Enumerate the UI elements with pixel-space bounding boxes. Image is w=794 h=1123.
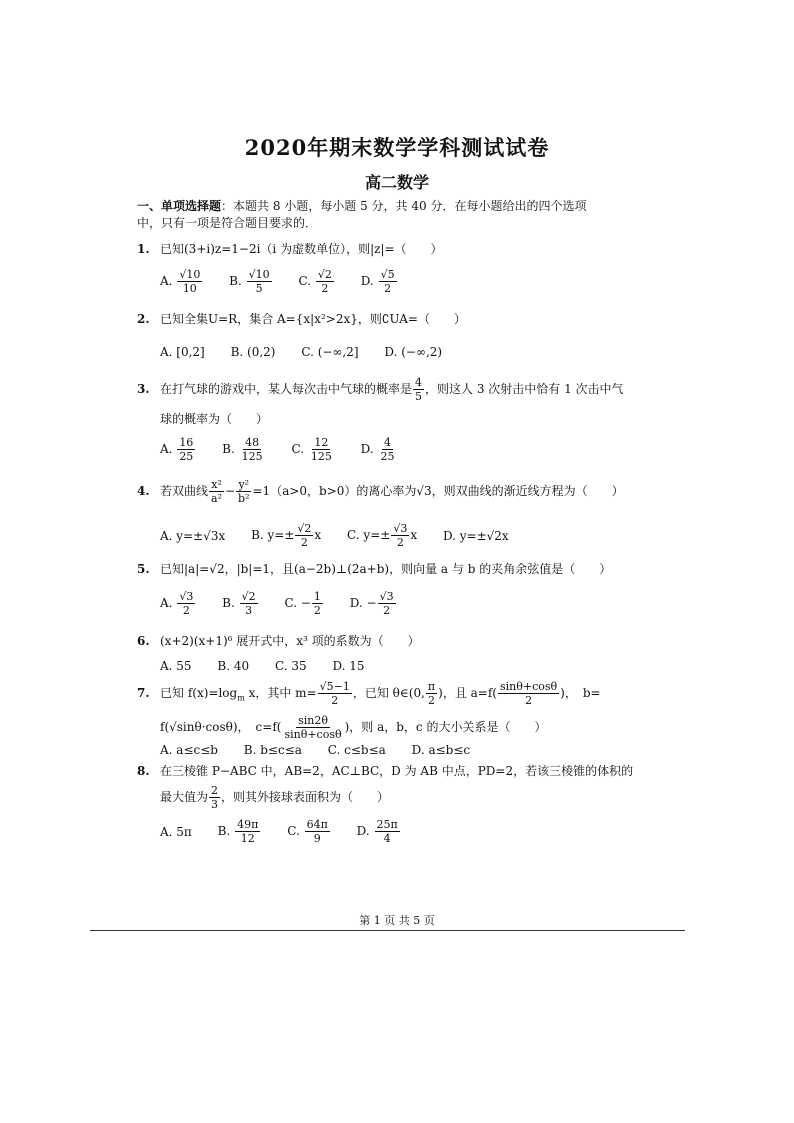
option-d: D. $\frac{4}{25}$	[360, 436, 395, 463]
section-label: 一、单项选择题	[137, 199, 222, 213]
option-a: A. $\frac{√10}{10}$	[160, 268, 201, 295]
question-number: 5.	[137, 562, 150, 576]
question-text-cont: ，则这人 3 次射击中恰有 1 次击中气	[425, 382, 624, 396]
page-title: 2020年期末数学学科测试试卷	[244, 135, 550, 160]
question-1	[137, 240, 443, 257]
option-c: C. y=± $\frac{√3}{2}$ x	[347, 522, 418, 549]
question-2-options	[160, 344, 464, 359]
fraction: $\frac{2}{3}$	[211, 784, 219, 811]
option-c: C. (−∞,2]	[301, 344, 359, 359]
question-3-line2: 球的概率为（ ）	[160, 412, 269, 426]
question-7-options	[160, 742, 492, 757]
question-text: 已知 f(x)=log	[160, 686, 238, 700]
section-instructions	[137, 198, 607, 232]
page-subtitle: 高二数学	[364, 173, 429, 192]
option-b: B. 40	[217, 658, 250, 673]
option-d: D. − $\frac{√3}{2}$	[349, 590, 394, 617]
question-number: 4.	[137, 484, 150, 498]
question-number: 8.	[137, 764, 150, 778]
option-c: C. 35	[274, 658, 307, 673]
option-b: B. $\frac{√10}{5}$	[229, 268, 270, 295]
question-6-options	[160, 658, 387, 673]
question-4-options	[160, 522, 531, 549]
option-d: D. $\frac{√5}{2}$	[360, 268, 395, 295]
fraction: $\frac{\text{y²}}{\text{b²}}$	[238, 478, 250, 505]
fraction: $\frac{\pi}{2}$	[427, 680, 436, 707]
question-3	[137, 376, 624, 403]
fraction: $\frac{√5-1}{2}$	[319, 680, 350, 707]
question-text-cont: =1（a>0，b>0）的离心率为√3，则双曲线的渐近线方程为（ ）	[252, 484, 624, 498]
question-7-line2: f(√sinθ·cosθ)， c=f( $\frac{\sin 2\theta}{\sin\theta+\cos\theta}$ )，则 a，b，c 的大小关系是（ ）	[160, 714, 547, 741]
option-c: C. $\frac{√2}{2}$	[298, 268, 332, 295]
question-number: 7.	[137, 686, 150, 700]
option-d: D. y=±√2x	[442, 528, 509, 543]
fraction: $\frac{\sin 2\theta}{\sin\theta+\cos\theta}$	[284, 714, 342, 741]
option-c: C. $\frac{64\pi}{9}$	[287, 818, 328, 845]
option-a: A. $\frac{√3}{2}$	[160, 590, 194, 617]
option-c: C. − $\frac{1}{2}$	[284, 590, 321, 617]
option-a: A. y=±√3x	[160, 528, 226, 543]
option-b: B. y=± $\frac{√2}{2}$ x	[251, 522, 322, 549]
fraction: $\frac{4}{5}$	[415, 376, 423, 403]
question-text: 在打气球的游戏中，某人每次击中气球的概率是	[160, 382, 413, 396]
option-a: A. [0,2]	[160, 344, 205, 359]
question-number: 3.	[137, 382, 150, 396]
question-text: 若双曲线	[160, 484, 209, 498]
section-text: ：本题共 8 小题，每小题 5 分，共 40 分．在每小题给出的四个选项中，只有一项是符合题目要求的．	[137, 199, 587, 230]
option-b: B. $\frac{48}{125}$	[222, 436, 263, 463]
option-a: A. $\frac{16}{25}$	[160, 436, 194, 463]
question-7: 7. 已知 $f(x)=\log_m$ x，其中 m= $\frac{√5-1}{2}$ ，已知 θ∈(0, $\frac{\pi}{2}$ )，且 a=f( $\frac{\sin\theta+\cos\theta}{2}$ )， b=	[137, 680, 601, 707]
option-d: D. $\frac{25\pi}{4}$	[356, 818, 398, 845]
option-d: D. 15	[332, 658, 365, 673]
question-text: (x+2)(x+1)⁶ 展开式中，x³ 项的系数为（ ）	[160, 634, 420, 648]
question-5	[137, 560, 611, 577]
question-4: 4. 若双曲线 $\frac{\text{x²}}{\text{a²}}$ − $\frac{\text{y²}}{\text{b²}}$ =1（a>0，b>0）的离心率为√3，则双曲线的渐近线方程为（ ）	[137, 478, 624, 505]
question-number: 1.	[137, 242, 150, 256]
question-6	[137, 632, 420, 649]
page-footer: 第 1 页 共 5 页	[359, 914, 435, 927]
question-text: 已知(3+i)z=1−2i（i 为虚数单位），则|z|=（ ）	[160, 242, 443, 256]
option-b: B. $\frac{√2}{3}$	[222, 590, 256, 617]
question-text: 已知全集U=R，集合 A={x|x²>2x}，则∁UA=（ ）	[160, 312, 466, 326]
option-c: C. c≤b≤a	[327, 742, 386, 757]
fraction: $\frac{\text{x²}}{\text{a²}}$	[211, 478, 222, 505]
question-8-line2: 最大值为 $\frac{2}{3}$ ，则其外接球表面积为（ ）	[160, 784, 390, 811]
question-2	[137, 310, 466, 327]
question-text: 已知|a|=√2，|b|=1，且(a−2b)⊥(2a+b)，则向量 a 与 b 的夹角余弦值是（ ）	[160, 562, 612, 576]
option-b: B. b≤c≤a	[243, 742, 302, 757]
option-d: D. (−∞,2)	[384, 344, 443, 359]
question-text: 在三棱锥 P−ABC 中，AB=2，AC⊥BC，D 为 AB 中点，PD=2，若该三棱锥的体积的	[160, 764, 634, 778]
option-b: B. (0,2)	[230, 344, 276, 359]
question-5-options	[160, 590, 419, 617]
question-1-options	[160, 268, 420, 295]
question-number: 2.	[137, 312, 150, 326]
footer-rule	[90, 930, 685, 931]
option-a: A. 5π	[160, 824, 192, 839]
option-b: B. $\frac{49\pi}{12}$	[217, 818, 259, 845]
option-a: A. 55	[160, 658, 192, 673]
option-c: C. $\frac{12}{125}$	[291, 436, 332, 463]
question-number: 6.	[137, 634, 150, 648]
question-3-options	[160, 436, 420, 463]
fraction: $\frac{\sin\theta+\cos\theta}{2}$	[500, 680, 558, 707]
option-a: A. a≤c≤b	[160, 742, 218, 757]
option-d: D. a≤b≤c	[411, 742, 471, 757]
question-8-options	[160, 818, 423, 845]
question-8	[137, 762, 633, 779]
